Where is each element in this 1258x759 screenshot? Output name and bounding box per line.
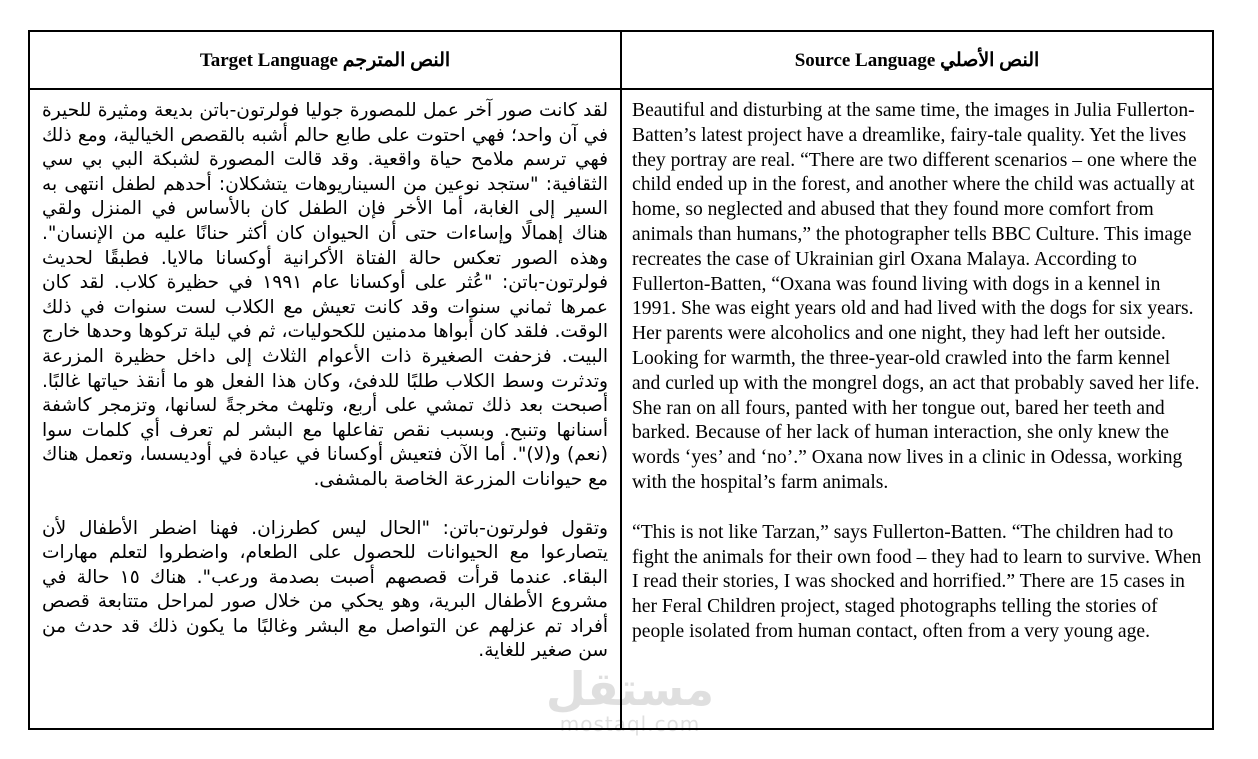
target-language-header bbox=[30, 32, 622, 90]
target-paragraph-2: وتقول فولرتون-باتن: "الحال ليس كطرزان. فهنا اضطر الأطفال لأن يتصارعوا مع الحيوانات للحصول على الطعام، واضطروا لتعلم مهارات البقاء. عندما قرأت قصصهم أصبت بصدمة ورعب". هناك ١٥ حالة في مشروع الأطفال البرية، وهو يحكي من خلال صور لمراحل متتابعة قصص أفراد تم عزلهم عن التواصل مع البشر وغالبًا ما يكون ذلك قد حدث من سن صغير للغاية. bbox=[42, 517, 608, 662]
source-language-header bbox=[622, 32, 1212, 90]
target-paragraph-1: لقد كانت صور آخر عمل للمصورة جوليا فولرتون-باتن بديعة ومثيرة للحيرة في آن واحد؛ فهي احتوت على طابع حالم أشبه بالقصص الخيالية، ومع ذلك فهي ترسم ملامح حياة واقعية. وقد قالت المصورة لشبكة البي بي سي الثقافية: "ستجد نوعين من السيناريوهات يتشكلان: أحدهم لطفل انتهى به السير إلى الغابة، أما الأخر فإن الطفل كان بالأساس في المنزل ولقي هناك إهمالًا وإساءات حتى أن الحيوان كان أكثر حنانًا عليه من الإنسان". وهذه الصور تعكس حالة الفتاة الأكرانية أوكسانا مالايا. فطبقًا لحديث فولرتون-باتن: "عُثر على أوكسانا عام ١٩٩١ في حظيرة كلاب. لقد كان عمرها ثماني سنوات وقد كانت تعيش مع الكلاب لست سنوات في ذلك الوقت. فلقد كان أبواها مدمنين للكحوليات، ثم في ليلة تركوها وحدها خارج البيت. فزحفت الصغيرة ذات الأعوام الثلاث إلى داخل حظيرة المزرعة وتدثرت وسط الكلاب طلبًا للدفئ، وكان هذا الفعل هو ما أنقذ حياتها غالبًا. أصبحت بعد ذلك تمشي على أربع، وتلهث مخرجةً لسانها، وتزمجر كاشفة أسنانها وتنبح. وبسبب نقص تفاعلها مع البشر لم تعرف أي كلمات سوا (نعم) و(لا)". أما الآن فتعيش أوكسانا في عيادة في أوديسسا، وتعمل هناك مع حيوانات المزرعة الخاصة بالمشفى. bbox=[42, 100, 608, 490]
watermark-arabic-text: مستقل bbox=[545, 662, 715, 716]
translation-table bbox=[28, 30, 1214, 730]
source-paragraph-1: Beautiful and disturbing at the same time, the images in Julia Fullerton-Batten’s latest project have a dreamlike, fairy-tale quality. Yet the lives they portray are real. “There are two different scenarios – one where the child ended up in the forest, and another where the child was actually at home, so neglected and abused that they found more comfort from animals than humans,” the photographer tells BBC Culture. This image recreates the case of Ukrainian girl Oxana Malaya. According to Fullerton-Batten, “Oxana was found living with dogs in a kennel in 1991. She was eight years old and had lived with the dogs for six years. Her parents were alcoholics and one night, they had left her outside. Looking for warmth, the three-year-old crawled into the farm kennel and curled up with the mongrel dogs, an act that probably saved her life. She ran on all fours, panted with her tongue out, bared her teeth and barked. Because of her lack of human interaction, she only knew the words ‘yes’ and ‘no’.” Oxana now lives in a clinic in Odessa, working with the hospital’s farm animals. bbox=[632, 100, 1200, 493]
source-language-header-text: Source Language النص الأصلي bbox=[794, 49, 1040, 71]
target-language-cell bbox=[30, 90, 622, 728]
target-language-header-text: Target Language النص المترجم bbox=[199, 49, 451, 71]
watermark-latin-text: mostaql.com bbox=[559, 712, 701, 736]
source-paragraph-2: “This is not like Tarzan,” says Fullerton-Batten. “The children had to fight the animals for their own food – they had to learn to survive. When I read their stories, I was shocked and horrified.” There are 15 cases in her Feral Children project, staged photographs telling the stories of people isolated from human contact, often from a very young age. bbox=[632, 521, 1202, 642]
source-language-cell bbox=[622, 90, 1212, 728]
